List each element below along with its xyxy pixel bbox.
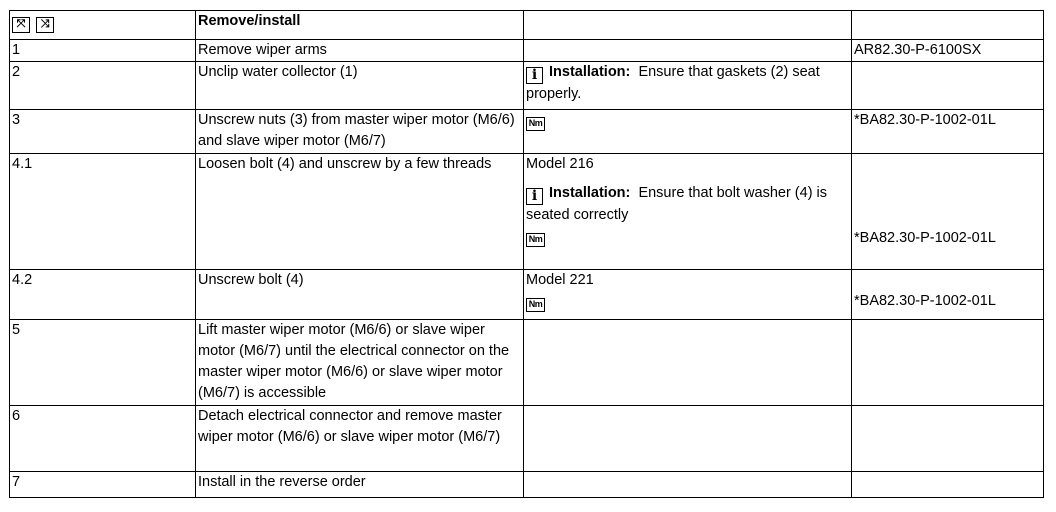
step-note bbox=[524, 62, 852, 110]
step-note bbox=[524, 40, 852, 62]
step-reference bbox=[852, 320, 1044, 406]
step-action: Remove wiper arms bbox=[196, 40, 524, 62]
step-reference[interactable]: *BA82.30-P-1002-01L bbox=[852, 110, 1044, 154]
step-note bbox=[524, 472, 852, 498]
installation-text: Ensure that gaskets (2) seat properly. bbox=[526, 64, 820, 102]
step-action: Loosen bolt (4) and unscrew by a few threads bbox=[196, 154, 524, 270]
table-row bbox=[10, 62, 1044, 110]
step-note bbox=[524, 110, 852, 154]
table-row bbox=[10, 320, 1044, 406]
torque-nm-icon[interactable]: Nm bbox=[526, 233, 545, 247]
step-number: 1 bbox=[10, 40, 196, 62]
step-number: 4.2 bbox=[10, 270, 196, 320]
step-number: 5 bbox=[10, 320, 196, 406]
table-row bbox=[10, 110, 1044, 154]
torque-nm-icon[interactable]: Nm bbox=[526, 298, 545, 312]
step-reference bbox=[852, 270, 1044, 320]
step-note bbox=[524, 154, 852, 270]
step-number: 2 bbox=[10, 62, 196, 110]
step-number: 7 bbox=[10, 472, 196, 498]
step-action: Unscrew nuts (3) from master wiper motor (M6/6) and slave wiper motor (M6/7) bbox=[196, 110, 524, 154]
reference-link[interactable]: *BA82.30-P-1002-01L bbox=[854, 230, 996, 246]
table-row bbox=[10, 270, 1044, 320]
step-action: Unclip water collector (1) bbox=[196, 62, 524, 110]
header-icons-cell bbox=[10, 11, 196, 40]
step-action: Unscrew bolt (4) bbox=[196, 270, 524, 320]
step-action: Detach electrical connector and remove master wiper motor (M6/6) or slave wiper motor (M6/7) bbox=[196, 406, 524, 472]
step-number: 6 bbox=[10, 406, 196, 472]
step-note bbox=[524, 406, 852, 472]
model-label: Model 216 bbox=[526, 156, 594, 172]
step-note bbox=[524, 320, 852, 406]
step-note bbox=[524, 270, 852, 320]
installation-label: Installation: bbox=[549, 185, 631, 201]
header-note-cell bbox=[524, 11, 852, 40]
table-row bbox=[10, 40, 1044, 62]
step-reference bbox=[852, 62, 1044, 110]
step-reference bbox=[852, 472, 1044, 498]
step-action: Lift master wiper motor (M6/6) or slave wiper motor (M6/7) until the electrical connector on the master wiper motor (M6/6) or slave wiper motor (M6/7) is accessible bbox=[196, 320, 524, 406]
info-icon: i bbox=[526, 67, 543, 84]
installation-label: Installation: bbox=[549, 64, 631, 80]
table-header-row bbox=[10, 11, 1044, 40]
torque-nm-icon[interactable]: Nm bbox=[526, 117, 545, 131]
step-reference bbox=[852, 406, 1044, 472]
model-label: Model 221 bbox=[526, 272, 594, 288]
reference-link[interactable]: *BA82.30-P-1002-01L bbox=[854, 293, 996, 309]
step-number: 3 bbox=[10, 110, 196, 154]
step-action: Install in the reverse order bbox=[196, 472, 524, 498]
table-row bbox=[10, 472, 1044, 498]
info-icon: i bbox=[526, 188, 543, 205]
step-reference[interactable]: AR82.30-P-6100SX bbox=[852, 40, 1044, 62]
step-reference bbox=[852, 154, 1044, 270]
installation-text: Ensure that bolt washer (4) is seated correctly bbox=[526, 185, 828, 223]
install-icon: ⤨ bbox=[36, 17, 54, 33]
header-title: Remove/install bbox=[196, 11, 524, 40]
procedure-table bbox=[9, 10, 1044, 498]
header-ref-cell bbox=[852, 11, 1044, 40]
remove-icon: ⤧ bbox=[12, 17, 30, 33]
table-row bbox=[10, 154, 1044, 270]
table-row bbox=[10, 406, 1044, 472]
step-number: 4.1 bbox=[10, 154, 196, 270]
